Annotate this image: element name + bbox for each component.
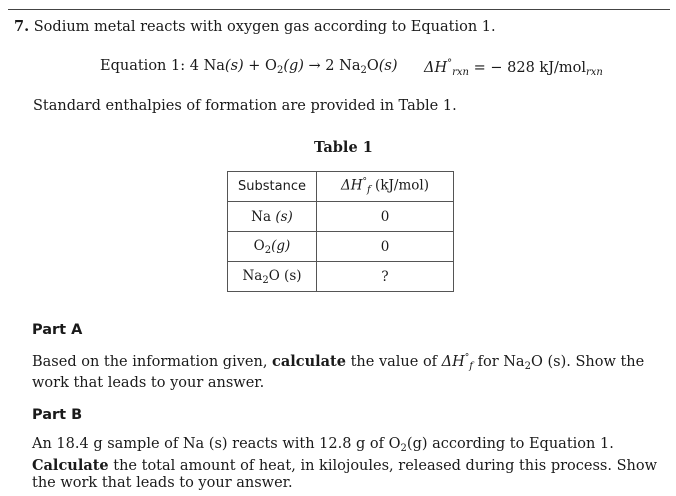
table-row: [228, 262, 454, 292]
part-b-t1: An 18.4 g sample of Na (s) reacts with 12.8 g of O: [32, 436, 401, 452]
delta-h-symbol: ΔH: [424, 59, 448, 76]
product-b: O: [366, 58, 379, 74]
part-a-text: [32, 350, 664, 392]
delta-h-unit-subscript: rxn: [586, 66, 603, 78]
table-caption: Table 1: [314, 139, 373, 156]
value-cell: ?: [317, 262, 454, 292]
reactant-2: O: [265, 58, 277, 74]
table-row: [228, 232, 454, 262]
question-number: 7.: [14, 18, 30, 35]
formula-part: Na: [242, 267, 263, 284]
enthalpy-table: [227, 171, 454, 292]
header-dh-unit: (kJ/mol): [375, 177, 429, 194]
state-part: (s): [271, 208, 293, 225]
product-subscript: 2: [360, 65, 367, 76]
formula-subscript: 2: [262, 274, 269, 286]
product-state: (s): [378, 58, 398, 74]
state-part: (g): [271, 237, 291, 254]
header-dh-symbol: ΔH: [341, 177, 363, 194]
part-b-t3: the total amount of heat, in kilojoules, released during this process. Show the work that leads to your answer.: [32, 458, 657, 491]
part-b-text: [32, 436, 664, 492]
part-b-heading: Part B: [32, 407, 83, 423]
reactant-1-state: (s): [224, 58, 244, 74]
question-prompt: [14, 18, 496, 35]
equation-1: [100, 58, 398, 76]
table-header-row: [228, 172, 454, 202]
header-substance: Substance: [228, 172, 317, 202]
part-b-bold: Calculate: [32, 457, 109, 474]
state-part: O (s): [268, 267, 302, 284]
substance-cell: [228, 232, 317, 262]
plus-sign: +: [248, 58, 261, 74]
part-a-t1: Based on the information given,: [32, 353, 273, 370]
header-dh-degree: °: [362, 177, 368, 188]
reaction-enthalpy: [424, 58, 603, 78]
header-enthalpy: [317, 172, 454, 202]
part-a-dh-sub: f: [469, 360, 473, 372]
reaction-arrow: →: [308, 58, 321, 74]
part-a-t4: O (s). Show the work that leads to your answer.: [32, 353, 645, 391]
question-text: Sodium metal reacts with oxygen gas according to Equation 1.: [33, 19, 496, 35]
reactant-2-subscript: 2: [276, 65, 284, 76]
intro-text: Standard enthalpies of formation are provided in Table 1.: [33, 98, 457, 114]
header-dh-subscript: f: [367, 184, 371, 196]
part-a-t3: for Na: [473, 353, 525, 370]
part-a-t2: the value of: [345, 353, 442, 370]
table-row: [228, 202, 454, 232]
part-a-heading: Part A: [32, 322, 83, 338]
reactant-1-coef: 4: [189, 58, 199, 74]
value-cell: 0: [317, 202, 454, 232]
substance-cell: [228, 202, 317, 232]
formula-part: O: [253, 237, 265, 254]
reactant-1: Na: [203, 58, 225, 74]
reactant-2-state: (g): [283, 58, 304, 74]
part-a-bold: calculate: [272, 352, 346, 370]
equation-label: Equation 1:: [100, 58, 186, 74]
formula-part: Na: [251, 208, 272, 225]
formula-subscript: 2: [264, 244, 272, 256]
part-b-sub: 2: [400, 443, 407, 454]
delta-h-subscript: rxn: [452, 66, 469, 78]
substance-cell: [228, 262, 317, 292]
part-a-dh-degree: °: [464, 353, 470, 363]
delta-h-degree: °: [447, 58, 453, 69]
part-b-t2: (g) according to Equation 1.: [406, 436, 614, 452]
value-cell: 0: [317, 232, 454, 262]
product-a: Na: [339, 58, 361, 74]
top-divider: [8, 9, 670, 10]
delta-h-value: = − 828 kJ/mol: [473, 59, 587, 76]
product-coef: 2: [325, 58, 335, 74]
part-a-dh: ΔH: [441, 353, 465, 370]
part-a-sub: 2: [524, 360, 531, 372]
